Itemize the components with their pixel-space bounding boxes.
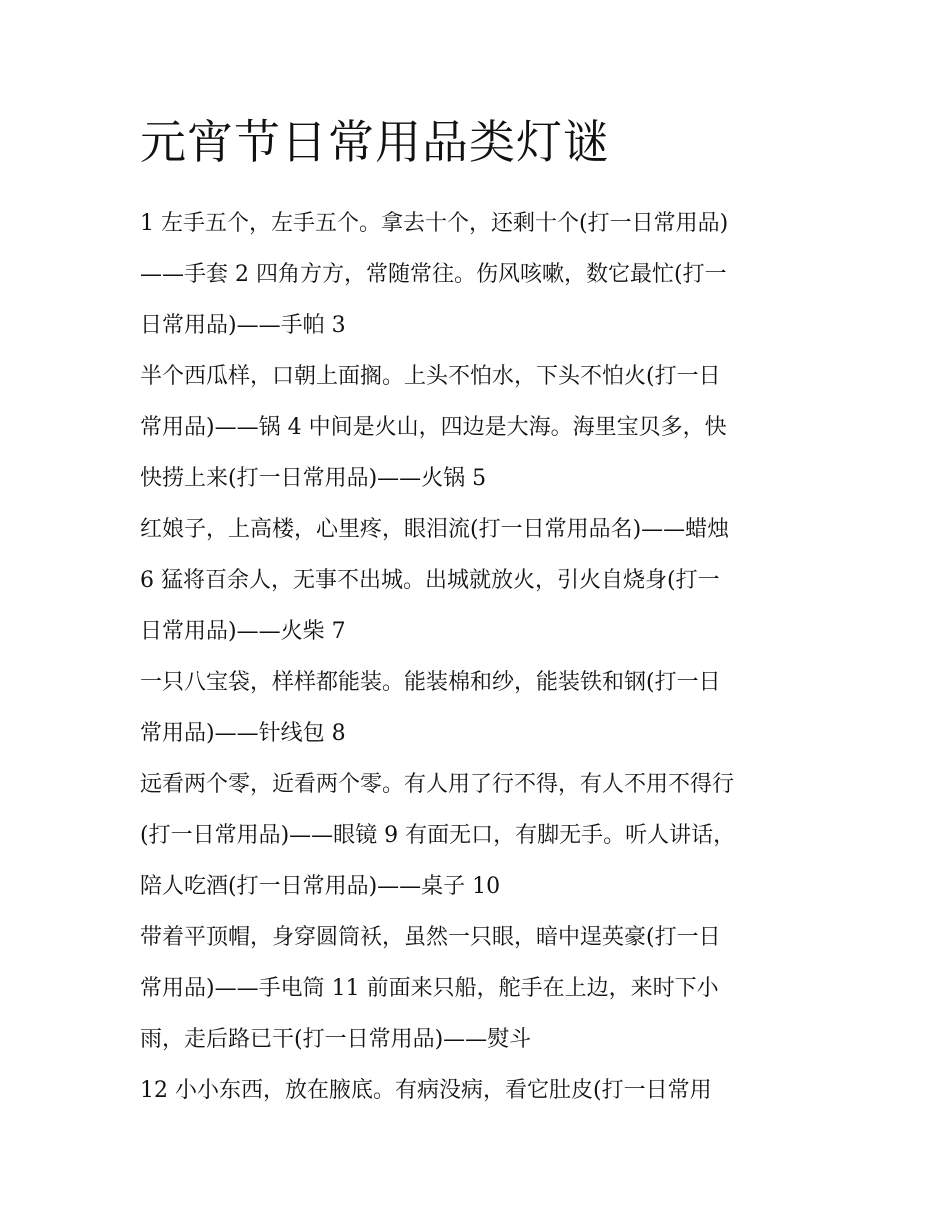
text-line: 1 左手五个，左手五个。拿去十个，还剩十个(打一日常用品) <box>140 211 729 236</box>
text-line: 半个西瓜样，口朝上面搁。上头不怕水，下头不怕火(打一日 <box>140 364 721 389</box>
text-line: 常用品)——锅 4 中间是火山，四边是大海。海里宝贝多，快 <box>140 415 727 440</box>
document-title: 元宵节日常用品类灯谜 <box>140 115 610 169</box>
text-line: 常用品)——手电筒 11 前面来只船，舵手在上边，来时下小 <box>140 976 719 1001</box>
text-line: 雨，走后路已干(打一日常用品)——熨斗 <box>140 1027 532 1052</box>
text-line: 日常用品)——火柴 7 <box>140 619 346 644</box>
text-line: ——手套 2 四角方方，常随常往。伤风咳嗽，数它最忙(打一 <box>140 262 727 287</box>
text-line: 带着平顶帽，身穿圆筒袄，虽然一只眼，暗中逞英豪(打一日 <box>140 925 721 950</box>
text-line: 6 猛将百余人，无事不出城。出城就放火，引火自烧身(打一 <box>140 568 720 593</box>
text-line: 陪人吃酒(打一日常用品)——桌子 10 <box>140 874 501 899</box>
document-body <box>140 198 820 1116</box>
text-line: 远看两个零，近看两个零。有人用了行不得，有人不用不得行 <box>140 772 735 797</box>
text-line: (打一日常用品)——眼镜 9 有面无口，有脚无手。听人讲话， <box>140 823 736 848</box>
text-line: 常用品)——针线包 8 <box>140 721 346 746</box>
text-line: 一只八宝袋，样样都能装。能装棉和纱，能装铁和钢(打一日 <box>140 670 721 695</box>
text-line: 红娘子，上高楼，心里疼，眼泪流(打一日常用品名)——蜡烛 <box>140 517 730 542</box>
text-line: 快捞上来(打一日常用品)——火锅 5 <box>140 466 487 491</box>
text-line: 12 小小东西，放在腋底。有病没病，看它肚皮(打一日常用 <box>140 1078 712 1103</box>
text-line: 日常用品)——手帕 3 <box>140 313 346 338</box>
